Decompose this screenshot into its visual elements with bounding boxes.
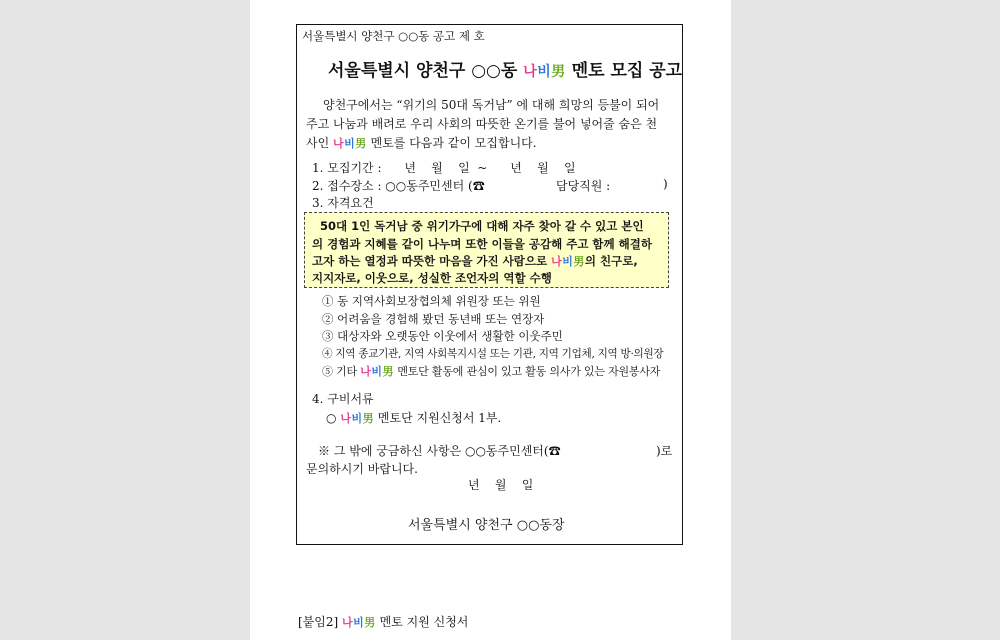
reception-place: 2. 접수장소 : ○○동주민센터 (☎ bbox=[312, 179, 485, 193]
notice-number: 서울특별시 양천구 ○○동 공고 제 호 bbox=[302, 29, 485, 43]
highlight-line-3: 고자 하는 열정과 따뜻한 마음을 가진 사람으로 나비男의 친구로, bbox=[312, 254, 638, 268]
inquiry-note-line-2: 문의하시기 바랍니다. bbox=[306, 462, 418, 476]
notice-date: 년 월 일 bbox=[468, 478, 534, 492]
criteria-item: ① 동 지역사회보장협의체 위원장 또는 위원 bbox=[322, 294, 541, 308]
signature: 서울특별시 양천구 ○○동장 bbox=[408, 518, 565, 533]
intro-line-3: 사인 나비男 멘토를 다음과 같이 모집합니다. bbox=[306, 136, 537, 150]
nabi-logo: 나비男 bbox=[340, 412, 375, 425]
highlight-line-4: 지지자로, 이웃으로, 성실한 조언자의 역할 수행 bbox=[312, 271, 552, 285]
place-close: ) bbox=[663, 177, 668, 191]
documents-item: ○ 나비男 멘토단 지원신청서 1부. bbox=[326, 411, 502, 425]
highlight-line-2: 의 경험과 지혜를 같이 나누며 또한 이들을 공감해 주고 함께 해결하 bbox=[312, 237, 652, 251]
documents-heading: 4. 구비서류 bbox=[312, 392, 374, 406]
criteria-item: ④ 지역 종교기관, 지역 사회복지시설 또는 기관, 지역 기업체, 지역 방·의원장 bbox=[322, 348, 664, 360]
intro-line-2: 주고 나눔과 배려로 우리 사회의 따뜻한 온기를 불어 넣어줄 숨은 천 bbox=[306, 117, 658, 131]
title-prefix: 서울특별시 양천구 ○○동 bbox=[328, 61, 518, 81]
page-title bbox=[328, 56, 682, 81]
criteria-item: ② 어려움을 경험해 봤던 동년배 또는 연장자 bbox=[322, 312, 545, 326]
recruit-period: 1. 모집기간 : 년 월 일 ~ 년 월 일 bbox=[312, 161, 576, 175]
nabi-logo: 나비男 bbox=[551, 255, 585, 268]
intro-line-1: 양천구에서는 “위기의 50대 독거남” 에 대해 희망의 등불이 되어 bbox=[323, 98, 660, 112]
attachment-title: [붙임2] 나비男 멘토 지원 신청서 bbox=[298, 615, 469, 629]
criteria-item: ⑤ 기타 나비男 멘토단 활동에 관심이 있고 활동 의사가 있는 자원봉사자 bbox=[322, 365, 661, 378]
nabi-logo: 나비男 bbox=[523, 64, 566, 80]
title-suffix: 멘토 모집 공고 bbox=[571, 61, 683, 81]
nabi-logo: 나비男 bbox=[333, 137, 367, 150]
qualification-heading: 3. 자격요건 bbox=[312, 196, 374, 210]
inquiry-note-end: )로 bbox=[656, 444, 673, 458]
staff-label: 담당직원 : bbox=[556, 179, 611, 193]
highlight-line-1: 50대 1인 독거남 중 위기가구에 대해 자주 찾아 갈 수 있고 본인 bbox=[320, 219, 644, 233]
inquiry-note-line-1: ※ 그 밖에 궁금하신 사항은 ○○동주민센터(☎ bbox=[318, 444, 561, 458]
criteria-item: ③ 대상자와 오랫동안 이웃에서 생활한 이웃주민 bbox=[322, 329, 563, 343]
nabi-logo: 나비男 bbox=[360, 365, 395, 378]
nabi-logo: 나비男 bbox=[342, 616, 376, 629]
